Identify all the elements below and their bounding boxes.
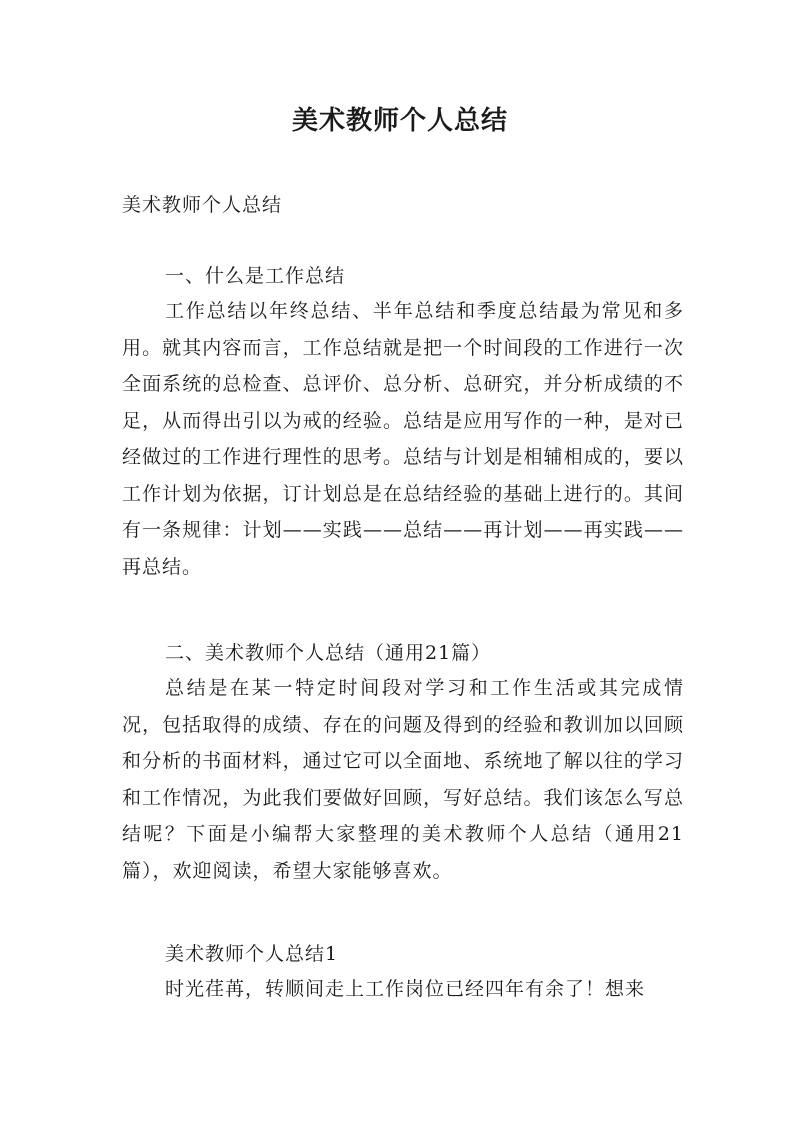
section-paragraph: 时光荏苒，转顺间走上工作岗位已经四年有余了！想来 [165,978,646,1000]
document-subtitle: 美术教师个人总结 [122,194,283,216]
section-paragraph: 总结是在某一特定时间段对学习和工作生活或其完成情况，包括取得的成绩、存在的问题及得到的经验和教训加以回顾和分析的书面材料，通过它可以全面地、系统地了解以往的学习和工作情况，为此我们要做好回顾，写好总结。我们该怎么写总结呢？下面是小编帮大家整理的美术教师个人总结（通用21篇），欢迎阅读，希望大家能够喜欢。 [122,677,684,882]
section-heading: 一、什么是工作总结 [165,265,346,287]
page-title: 美术教师个人总结 [291,106,508,136]
section-heading: 美术教师个人总结1 [165,943,339,965]
section-paragraph: 工作总结以年终总结、半年总结和季度总结最为常见和多用。就其内容而言，工作总结就是把一个时间段的工作进行一次全面系统的总检查、总评价、总分析、总研究，并分析成绩的不足，从而得出引以为戒的经验。总结是应用写作的一种，是对已经做过的工作进行理性的思考。总结与计划是相辅相成的，要以工作计划为依据，订计划总是在总结经验的基础上进行的。其间有一条规律：计划——实践——总结——再计划——再实践——再总结。 [122,300,684,578]
section-summary-collection [122,637,684,889]
section-what-is-work-summary [122,260,684,585]
section-heading: 二、美术教师个人总结（通用21篇） [165,642,492,664]
section-summary-1 [122,938,684,1008]
